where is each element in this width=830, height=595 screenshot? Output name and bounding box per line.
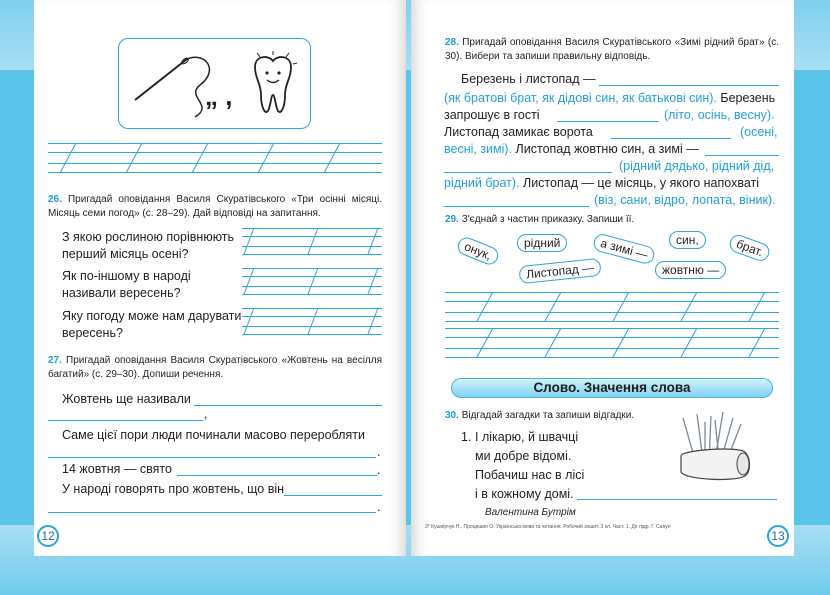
options: (як братові брат, як дідові син, як батькові син). [444,91,717,105]
riddle-line-4: і в кожному домі. [475,487,574,501]
options: весні, зимі). [444,142,513,156]
sentence-4: У народі говорять про жовтень, що він [62,482,285,496]
left-page [34,0,406,556]
answer-line-2[interactable] [48,457,376,458]
task-text: Пригадай оповідання Василя Скуратівського «Жовтень на весілля багатий» (с. 29–30). Допиши речення. [48,355,383,380]
task-27-instruction [48,354,382,382]
sentence-1: Жовтень ще називали [62,392,191,406]
para-line-4: Листопад замикає ворота [444,125,593,139]
task-text: Пригадай оповідання Василя Скуратівського «Зимі рідний брат» (с. 30). Вибери та запиши правильну відповідь. [445,37,779,62]
page-number-right: 13 [767,525,789,547]
section-title: Слово. Значення слова [451,378,773,398]
options: (літо, осінь, весну). [664,108,775,122]
question-2: Як по-іншому в народі називали вересень? [62,269,191,300]
needles-in-pincushion-icon [675,410,755,486]
task-30-instruction [445,409,695,423]
answer-line[interactable] [705,155,779,156]
picture-box [118,38,311,129]
options: (рідний дядько, рідний дід, [619,159,775,173]
task-28-instruction [445,36,779,64]
word-card[interactable]: син, [669,231,706,249]
word-card[interactable]: брат. [727,232,772,263]
question-3: Яку погоду може нам дарувати вересень? [62,309,242,340]
task-number: 26. [48,194,62,205]
para-line-5: весні, зимі). Листопад жовтню син, а зимі — [444,142,699,156]
task-number: 30. [445,410,459,421]
handwriting-lines-1[interactable] [48,143,382,173]
riddle-line-2: ми добре відомі. [475,449,572,463]
options: рідний брат). [444,176,520,190]
answer-line-4a[interactable] [284,495,382,496]
handwriting-lines-29[interactable] [445,292,779,357]
sentence-3-end: . [377,463,381,477]
word-card[interactable]: Листопад — [518,258,602,284]
answer-line[interactable] [444,206,589,207]
answer-line-1b[interactable] [48,420,203,421]
para-line-1: Березень і листопад — [461,72,596,86]
page-number-left: 12 [37,525,59,547]
answer-line-1a[interactable] [194,405,382,406]
answer-line[interactable] [611,138,731,139]
riddle-author: Валентина Бутрім [485,507,576,518]
answer-line[interactable] [557,121,659,122]
task-text: Пригадай оповідання Василя Скуратівського «Три осінні місяці. Місяць семи погод» (с. 28–29). Дай відповіді на запитання. [48,194,382,219]
task-number: 27. [48,355,62,366]
riddle-line-1: І лікарю, й швачці [475,430,579,444]
riddle-line-3: Побачиш нас в лісі [475,468,585,482]
task-text: Відгадай загадки та запиши відгадки. [461,410,635,421]
para-line-2: (як братові брат, як дідові син, як батькові син). Березень [444,91,776,105]
answer-line-3[interactable] [177,475,377,476]
footer-note: 3* Кушнірчук Н., Процишин О. Українська мова та читання. Робочий зошит. 3 кл. Част. 1. До підр. Г. Сапун [425,524,671,530]
word-card[interactable]: а зимі — [592,232,657,266]
word-card[interactable]: онук, [455,235,501,267]
task-text: З'єднай з частин приказку. Запиши її. [461,214,635,225]
task-number: 28. [445,37,459,48]
task-number: 29. [445,214,459,225]
right-page [411,0,794,556]
riddle-answer-line[interactable] [577,499,777,500]
task-29-instruction [445,213,779,227]
para-line-3: запрошує в гості [444,108,540,122]
riddle-number: 1. [461,430,472,444]
answer-lines-26[interactable] [242,228,382,338]
sentence-4-end: . [377,500,381,514]
question-1: З якою рослиною порівнюють перший місяць осені? [62,230,235,261]
sentence-2-end: . [377,445,381,459]
answer-line[interactable] [599,85,779,86]
answer-line[interactable] [444,172,612,173]
task-26-instruction [48,193,382,221]
answer-line-4b[interactable] [48,512,376,513]
quote-marks: „ , [205,81,233,111]
options: (осені, [740,125,778,139]
sentence-1-end: , [204,407,208,421]
tooth-icon [245,49,301,119]
para-line-7: рідний брат). Листопад — це місяць, у якого напохваті [444,176,760,190]
sentence-2: Саме цієї пори люди починали масово переробляти [62,428,365,442]
word-card[interactable]: рідний [517,234,567,252]
sentence-3: 14 жовтня — свято [62,462,172,476]
word-card[interactable]: жовтню — [655,261,726,279]
options: (віз, сани, відро, лопата, віник). [594,193,776,207]
